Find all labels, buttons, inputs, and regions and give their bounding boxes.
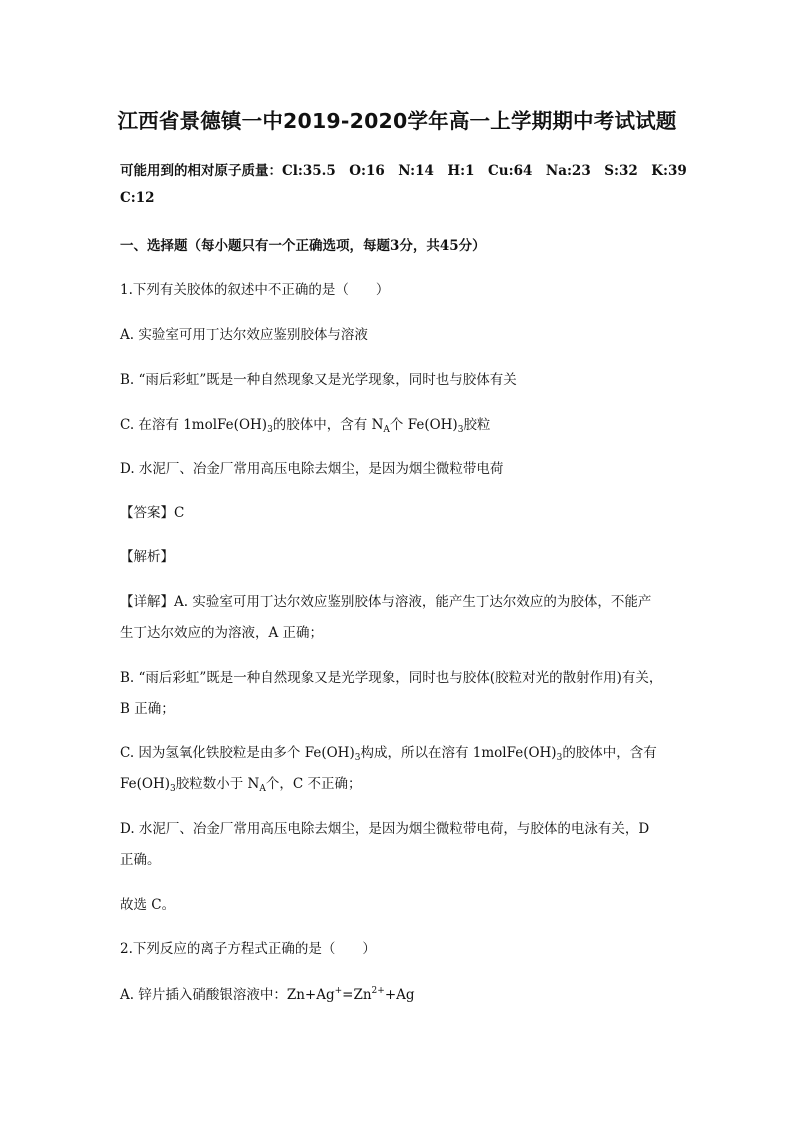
text-fragment: 胶粒 — [463, 417, 491, 433]
text-fragment: 胶粒数小于 N — [175, 776, 260, 792]
conclusion: 故选 C。 — [120, 897, 176, 913]
subscript: A — [383, 425, 390, 435]
text-fragment: 个 Fe(OH) — [389, 417, 458, 433]
text-fragment: +Ag — [384, 987, 415, 1003]
answer-label: 【答案】C — [120, 505, 185, 521]
atomic-mass-line-1: 可能用到的相对原子质量：Cl:35.5 O:16 N:14 H:1 Cu:64 Na:23 S:32 K:39 — [120, 163, 687, 179]
text-fragment: 的胶体中，含有 — [562, 745, 657, 761]
question-1-stem: 1.下列有关胶体的叙述中不正确的是（ ） — [120, 282, 390, 298]
text-fragment: 构成，所以在溶有 1molFe(OH) — [360, 745, 557, 761]
subscript: 3 — [556, 753, 563, 763]
subscript: 3 — [170, 784, 176, 794]
question-2-stem: 2.下列反应的离子方程式正确的是（ ） — [120, 941, 376, 957]
subscript: 3 — [457, 425, 464, 435]
superscript: + — [334, 986, 343, 996]
subscript: 3 — [354, 753, 361, 763]
detail-a-line-1: 【详解】A. 实验室可用丁达尔效应鉴别胶体与溶液，能产生丁达尔效应的为胶体，不能产 — [120, 594, 652, 610]
question-1-option-d: D. 水泥厂、冶金厂常用高压电除去烟尘，是因为烟尘微粒带电荷 — [120, 461, 504, 477]
detail-b-line-2: B 正确； — [120, 701, 175, 717]
superscript: 2+ — [371, 986, 385, 996]
subscript: A — [259, 784, 266, 794]
detail-b-line-1: B. “雨后彩虹”既是一种自然现象又是光学现象，同时也与胶体(胶粒对光的散射作用)有关， — [120, 670, 663, 686]
question-1-option-b: B. “雨后彩虹”既是一种自然现象又是光学现象，同时也与胶体有关 — [120, 372, 517, 388]
text-fragment: 的胶体中，含有 N — [272, 417, 384, 433]
question-1-option-c — [120, 413, 490, 435]
detail-c-line-1 — [120, 741, 657, 763]
question-2-option-a — [120, 983, 415, 1003]
page-title: 江西省景德镇一中2019-2020学年高一上学期期中考试试题 — [117, 109, 677, 133]
section-heading: 一、选择题（每小题只有一个正确选项，每题3分，共45分） — [120, 238, 486, 254]
text-fragment: C. 因为氢氧化铁胶粒是由多个 Fe(OH) — [120, 745, 355, 761]
detail-c-line-2 — [120, 772, 361, 794]
atomic-mass-line-2: C:12 — [120, 190, 155, 206]
question-1-option-a: A. 实验室可用丁达尔效应鉴别胶体与溶液 — [120, 327, 368, 343]
subscript: 3 — [267, 425, 273, 435]
text-fragment: Fe(OH) — [120, 776, 170, 792]
text-fragment: C. 在溶有 1molFe(OH) — [120, 417, 268, 433]
text-fragment: A. 锌片插入硝酸银溶液中：Zn+Ag — [120, 987, 335, 1003]
analysis-label: 【解析】 — [120, 549, 174, 565]
text-fragment: 个，C 不正确； — [265, 776, 362, 792]
detail-a-line-2: 生丁达尔效应的为溶液，A 正确； — [120, 625, 324, 641]
text-fragment: =Zn — [342, 987, 372, 1003]
detail-d-line-2: 正确。 — [120, 852, 161, 868]
detail-d-line-1: D. 水泥厂、冶金厂常用高压电除去烟尘，是因为烟尘微粒带电荷，与胶体的电泳有关，D — [120, 821, 650, 837]
